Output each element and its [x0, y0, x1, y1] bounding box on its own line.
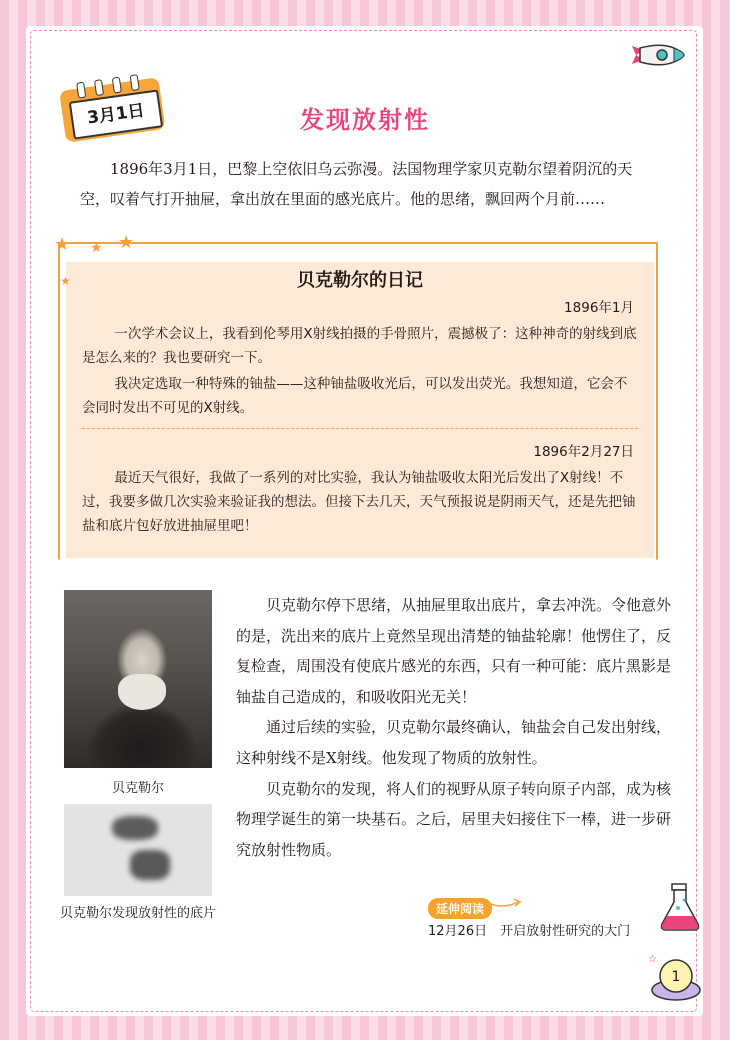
- diary-entry1-paragraph1: 一次学术会议上，我看到伦琴用X射线拍摄的手骨照片，震撼极了：这种神奇的射线到底是怎么来的？我也要研究一下。: [82, 326, 637, 366]
- intro-paragraph: 1896年3月1日，巴黎上空依旧乌云弥漫。法国物理学家贝克勒尔望着阴沉的天空，叹着气打开抽屉，拿出放在里面的感光底片。他的思绪，飘回两个月前……: [80, 160, 633, 208]
- diary-title: 贝克勒尔的日记: [297, 270, 423, 291]
- rocket-icon: [630, 40, 686, 70]
- photographic-plate-image: [64, 804, 212, 896]
- star-icon: ★: [60, 274, 71, 288]
- diary-divider: [82, 428, 638, 429]
- page-title: 发现放射性: [300, 106, 430, 134]
- svg-text:☆: ☆: [648, 954, 657, 965]
- main-body-text: [236, 590, 684, 865]
- star-icon: ★: [90, 240, 103, 256]
- extended-reading-link[interactable]: 12月26日 开启放射性研究的大门: [428, 924, 631, 939]
- arrow-icon: [484, 896, 524, 910]
- portrait-caption: 贝克勒尔: [111, 781, 164, 796]
- star-icon: ★: [118, 232, 135, 253]
- becquerel-portrait: [64, 590, 212, 768]
- date-label: 3月1日: [69, 89, 163, 139]
- body-paragraph: 贝克勒尔的发现，将人们的视野从原子转向原子内部，成为核物理学诞生的第一块基石。之后，居里夫妇接住下一棒，进一步研究放射性物质。: [236, 779, 672, 859]
- extended-reading-label: 延伸阅读: [428, 898, 492, 919]
- diary-entry2-paragraph: 最近天气很好，我做了一系列的对比实验，我认为铀盐吸收太阳光后发出了X射线！不过，我要多做几次实验来验证我的想法。但接下去几天，天气预报说是阴雨天气，还是先把铀盐和底片包好放进抽屉里吧！: [82, 470, 636, 534]
- page-number-badge: [644, 950, 704, 1002]
- body-paragraph: 贝克勒尔停下思绪，从抽屉里取出底片，拿去冲洗。令他意外的是，洗出来的底片上竟然呈现出清楚的铀盐轮廓！他愣住了，反复检查，周围没有使底片感光的东西，只有一种可能：底片黑影是铀盐自己造成的，和吸收阳光无关！: [236, 596, 672, 706]
- page-number: 1: [671, 969, 681, 985]
- flask-icon: [658, 880, 702, 932]
- diary-entry1-date: 1896年1月: [564, 300, 634, 316]
- plate-caption: 贝克勒尔发现放射性的底片: [59, 906, 216, 921]
- star-icon: ★: [54, 234, 71, 255]
- diary-entry1-paragraph2: 我决定选取一种特殊的铀盐——这种铀盐吸收光后，可以发出荧光。我想知道，它会不会同时发出不可见的X射线。: [82, 376, 628, 416]
- diary-entry2-date: 1896年2月27日: [533, 444, 634, 460]
- body-paragraph: 通过后续的实验，贝克勒尔最终确认，铀盐会自己发出射线，这种射线不是X射线。他发现了物质的放射性。: [236, 718, 672, 767]
